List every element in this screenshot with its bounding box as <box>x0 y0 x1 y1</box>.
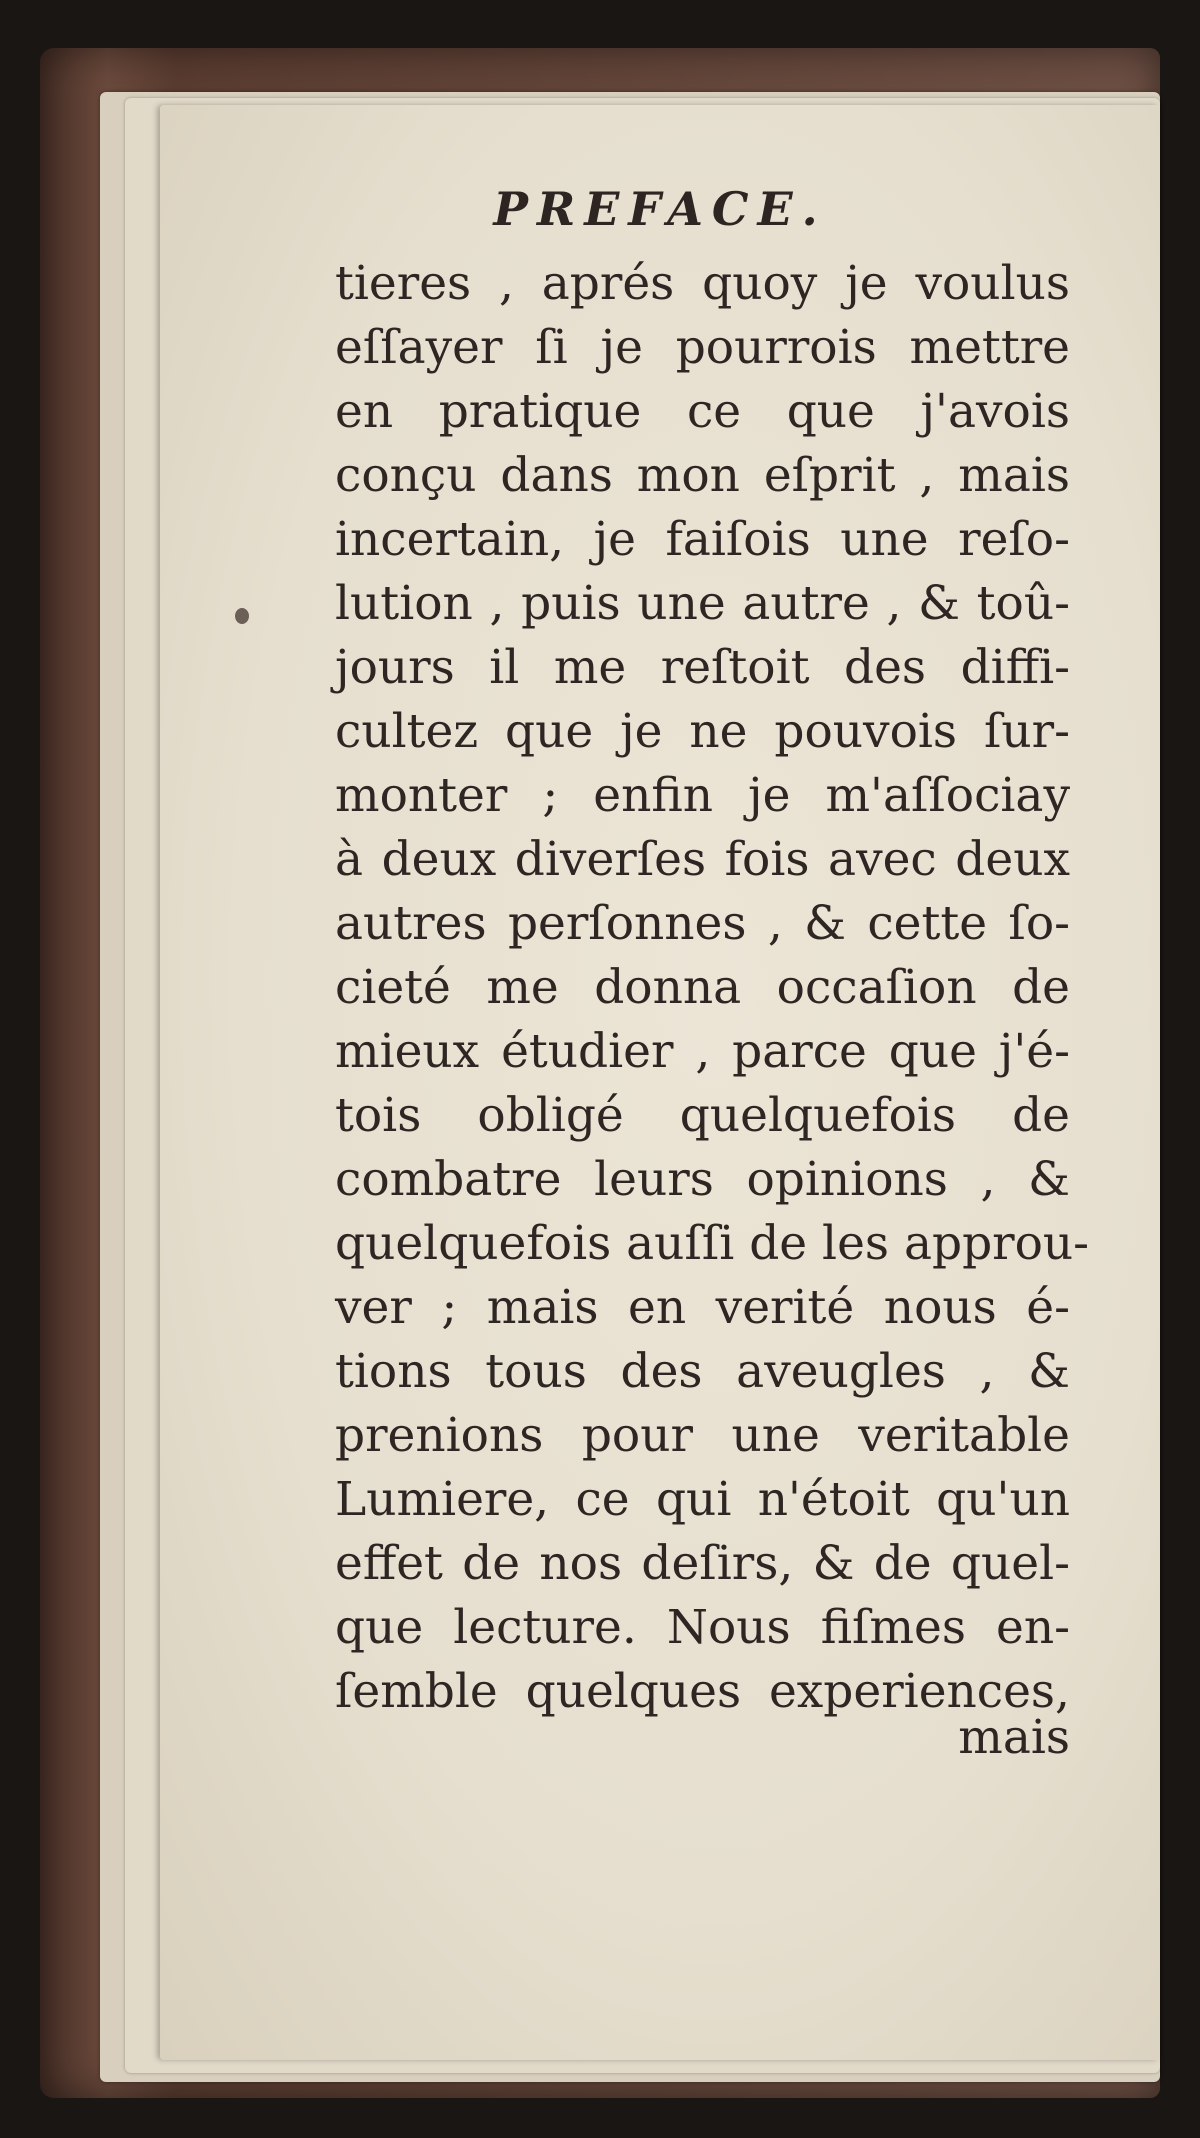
text-line: tieres , aprés quoy je voulus <box>335 256 1070 311</box>
text-line: que lecture. Nous fiſmes en- <box>335 1600 1070 1655</box>
ink-spot <box>235 608 249 624</box>
text-line: incertain, je faiſois une reſo- <box>335 512 1070 567</box>
text-line: lution , puis une autre , & toû- <box>335 576 1070 631</box>
text-line: Lumiere, ce qui n'étoit qu'un <box>335 1472 1070 1527</box>
text-line: jours il me reſtoit des diffi- <box>335 640 1070 695</box>
text-line: cieté me donna occaſion de <box>335 960 1070 1015</box>
text-line: tois obligé quelquefois de <box>335 1088 1070 1143</box>
text-line: monter ; enfin je m'aſſociay <box>335 768 1070 823</box>
text-line: effet de nos deſirs, & de quel- <box>335 1536 1070 1591</box>
text-line: cultez que je ne pouvois ſur- <box>335 704 1070 759</box>
text-line: mieux étudier , parce que j'é- <box>335 1024 1070 1079</box>
catchword: mais <box>958 1710 1070 1765</box>
text-line: combatre leurs opinions , & <box>335 1152 1070 1207</box>
text-line: à deux diverſes fois avec deux <box>335 832 1070 887</box>
text-line: ver ; mais en verité nous é- <box>335 1280 1070 1335</box>
text-line: eſſayer ſi je pourrois mettre <box>335 320 1070 375</box>
text-line: en pratique ce que j'avois <box>335 384 1070 439</box>
text-line: conçu dans mon eſprit , mais <box>335 448 1070 503</box>
text-line: prenions pour une veritable <box>335 1408 1070 1463</box>
text-block <box>335 252 1090 1724</box>
text-line: tions tous des aveugles , & <box>335 1344 1070 1399</box>
text-line: quelquefois auſſi de les approu- <box>335 1216 1090 1271</box>
text-line: autres perſonnes , & cette ſo- <box>335 896 1070 951</box>
text-line: ſemble quelques experiences, <box>335 1664 1070 1719</box>
running-head: PREFACE. <box>493 182 827 236</box>
